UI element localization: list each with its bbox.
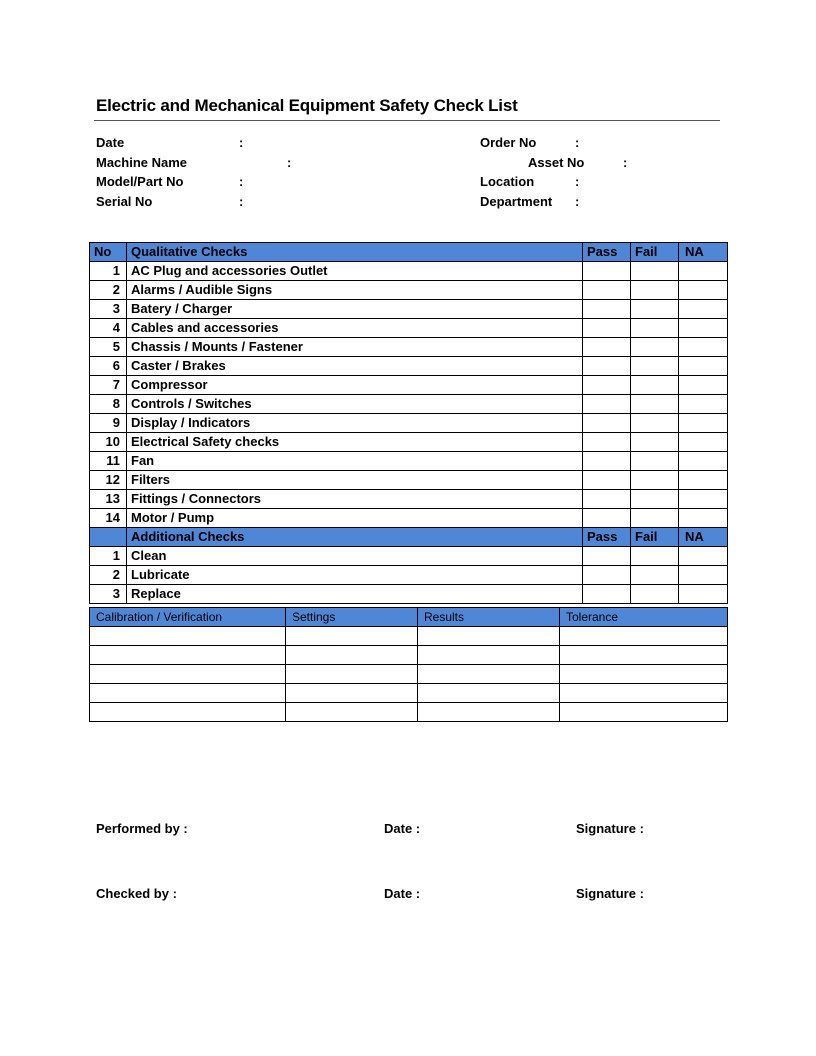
- row-number: 6: [90, 357, 127, 376]
- pass-cell[interactable]: [583, 376, 631, 395]
- header-settings: Settings: [286, 608, 418, 627]
- table-row: [90, 547, 728, 566]
- row-number: 14: [90, 509, 127, 528]
- na-cell[interactable]: [679, 509, 728, 528]
- table-row: [90, 338, 728, 357]
- order-no-label: Order No: [480, 135, 537, 150]
- table-row: [90, 433, 728, 452]
- fail-cell[interactable]: [631, 547, 679, 566]
- na-cell[interactable]: [679, 414, 728, 433]
- check-label: Cables and accessories: [127, 319, 583, 338]
- row-number: 7: [90, 376, 127, 395]
- pass-cell[interactable]: [583, 585, 631, 604]
- serial-no-label: Serial No: [96, 194, 153, 209]
- header-no: No: [90, 243, 127, 262]
- check-label: AC Plug and accessories Outlet: [127, 262, 583, 281]
- header-pass: Pass: [583, 528, 631, 547]
- settings-cell[interactable]: [286, 703, 418, 722]
- check-label: Fittings / Connectors: [127, 490, 583, 509]
- row-number: 2: [90, 566, 127, 585]
- calibration-cell[interactable]: [90, 627, 286, 646]
- row-number: 3: [90, 300, 127, 319]
- check-label: Filters: [127, 471, 583, 490]
- pass-cell[interactable]: [583, 395, 631, 414]
- row-number: 1: [90, 547, 127, 566]
- check-label: Motor / Pump: [127, 509, 583, 528]
- checked-signature-label: Signature :: [576, 886, 644, 901]
- fail-cell[interactable]: [631, 471, 679, 490]
- checked-date-label: Date :: [384, 886, 421, 901]
- table-row: [90, 452, 728, 471]
- row-number: 4: [90, 319, 127, 338]
- pass-cell[interactable]: [583, 547, 631, 566]
- na-cell[interactable]: [679, 376, 728, 395]
- table-row: [90, 509, 728, 528]
- table-row: [90, 665, 728, 684]
- fail-cell[interactable]: [631, 414, 679, 433]
- row-number: 2: [90, 281, 127, 300]
- table-row: [90, 684, 728, 703]
- machine-name-colon: :: [287, 155, 292, 170]
- table-row: [90, 703, 728, 722]
- pass-cell[interactable]: [583, 262, 631, 281]
- tolerance-cell[interactable]: [560, 684, 728, 703]
- qualitative-checks-table: [89, 242, 728, 604]
- header-fail: Fail: [631, 243, 679, 262]
- na-cell[interactable]: [679, 338, 728, 357]
- check-label: Electrical Safety checks: [127, 433, 583, 452]
- header-na: NA: [679, 243, 728, 262]
- results-cell[interactable]: [418, 684, 560, 703]
- fail-cell[interactable]: [631, 585, 679, 604]
- header-results: Results: [418, 608, 560, 627]
- location-colon: :: [575, 174, 580, 189]
- row-number: 11: [90, 452, 127, 471]
- tolerance-cell[interactable]: [560, 646, 728, 665]
- fail-cell[interactable]: [631, 433, 679, 452]
- date-colon: :: [239, 135, 244, 150]
- na-cell[interactable]: [679, 300, 728, 319]
- performed-by-label: Performed by :: [96, 821, 188, 836]
- check-label: Controls / Switches: [127, 395, 583, 414]
- na-cell[interactable]: [679, 566, 728, 585]
- row-number: 3: [90, 585, 127, 604]
- fail-cell[interactable]: [631, 509, 679, 528]
- department-colon: :: [575, 194, 580, 209]
- table-row: [90, 262, 728, 281]
- check-label: Caster / Brakes: [127, 357, 583, 376]
- calibration-cell[interactable]: [90, 665, 286, 684]
- performed-signature-label: Signature :: [576, 821, 644, 836]
- tolerance-cell[interactable]: [560, 703, 728, 722]
- table-row: [90, 585, 728, 604]
- checked-by-label: Checked by :: [96, 886, 177, 901]
- tolerance-cell[interactable]: [560, 665, 728, 684]
- header-pass: Pass: [583, 243, 631, 262]
- fail-cell[interactable]: [631, 490, 679, 509]
- results-cell[interactable]: [418, 665, 560, 684]
- check-label: Batery / Charger: [127, 300, 583, 319]
- pass-cell[interactable]: [583, 281, 631, 300]
- location-label: Location: [480, 174, 535, 189]
- row-number: 1: [90, 262, 127, 281]
- calibration-cell[interactable]: [90, 684, 286, 703]
- table-row: [90, 490, 728, 509]
- model-part-no-colon: :: [239, 174, 244, 189]
- na-cell[interactable]: [679, 395, 728, 414]
- settings-cell[interactable]: [286, 684, 418, 703]
- settings-cell[interactable]: [286, 646, 418, 665]
- na-cell[interactable]: [679, 262, 728, 281]
- pass-cell[interactable]: [583, 452, 631, 471]
- row-number: 13: [90, 490, 127, 509]
- header-additional-checks: Additional Checks: [127, 528, 583, 547]
- results-cell[interactable]: [418, 703, 560, 722]
- check-label: Lubricate: [127, 566, 583, 585]
- table-row: [90, 357, 728, 376]
- na-cell[interactable]: [679, 281, 728, 300]
- pass-cell[interactable]: [583, 433, 631, 452]
- table-row: [90, 319, 728, 338]
- na-cell[interactable]: [679, 547, 728, 566]
- check-label: Clean: [127, 547, 583, 566]
- checks-header-row: [90, 243, 728, 262]
- fail-cell[interactable]: [631, 338, 679, 357]
- performed-date-label: Date :: [384, 821, 421, 836]
- header-na: NA: [679, 528, 728, 547]
- table-row: [90, 646, 728, 665]
- pass-cell[interactable]: [583, 319, 631, 338]
- check-label: Chassis / Mounts / Fastener: [127, 338, 583, 357]
- pass-cell[interactable]: [583, 566, 631, 585]
- model-part-no-label: Model/Part No: [96, 174, 184, 189]
- row-number: 10: [90, 433, 127, 452]
- pass-cell[interactable]: [583, 509, 631, 528]
- header-tolerance: Tolerance: [560, 608, 728, 627]
- pass-cell[interactable]: [583, 414, 631, 433]
- table-row: [90, 300, 728, 319]
- na-cell[interactable]: [679, 319, 728, 338]
- fail-cell[interactable]: [631, 376, 679, 395]
- fail-cell[interactable]: [631, 319, 679, 338]
- table-row: [90, 376, 728, 395]
- pass-cell[interactable]: [583, 471, 631, 490]
- header-qualitative-checks: Qualitative Checks: [127, 243, 583, 262]
- fail-cell[interactable]: [631, 357, 679, 376]
- header-no-blank: [90, 528, 127, 547]
- na-cell[interactable]: [679, 471, 728, 490]
- fail-cell[interactable]: [631, 452, 679, 471]
- pass-cell[interactable]: [583, 357, 631, 376]
- check-label: Display / Indicators: [127, 414, 583, 433]
- calibration-header-row: [90, 608, 728, 627]
- fail-cell[interactable]: [631, 566, 679, 585]
- settings-cell[interactable]: [286, 665, 418, 684]
- fail-cell[interactable]: [631, 262, 679, 281]
- table-row: [90, 414, 728, 433]
- settings-cell[interactable]: [286, 627, 418, 646]
- check-label: Alarms / Audible Signs: [127, 281, 583, 300]
- row-number: 8: [90, 395, 127, 414]
- table-row: [90, 395, 728, 414]
- calibration-table: [89, 607, 728, 722]
- page-title: Electric and Mechanical Equipment Safety Check List: [96, 96, 518, 115]
- order-no-colon: :: [575, 135, 580, 150]
- header-fail: Fail: [631, 528, 679, 547]
- fail-cell[interactable]: [631, 300, 679, 319]
- table-row: [90, 627, 728, 646]
- table-row: [90, 281, 728, 300]
- pass-cell[interactable]: [583, 490, 631, 509]
- row-number: 5: [90, 338, 127, 357]
- asset-no-label: Asset No: [528, 155, 585, 170]
- pass-cell[interactable]: [583, 300, 631, 319]
- pass-cell[interactable]: [583, 338, 631, 357]
- na-cell[interactable]: [679, 357, 728, 376]
- asset-no-colon: :: [623, 155, 628, 170]
- additional-checks-header-row: [90, 528, 728, 547]
- fail-cell[interactable]: [631, 395, 679, 414]
- na-cell[interactable]: [679, 490, 728, 509]
- check-label: Compressor: [127, 376, 583, 395]
- results-cell[interactable]: [418, 627, 560, 646]
- na-cell[interactable]: [679, 585, 728, 604]
- row-number: 12: [90, 471, 127, 490]
- results-cell[interactable]: [418, 646, 560, 665]
- table-row: [90, 471, 728, 490]
- check-label: Fan: [127, 452, 583, 471]
- tolerance-cell[interactable]: [560, 627, 728, 646]
- header-calibration-verification: Calibration / Verification: [90, 608, 286, 627]
- fail-cell[interactable]: [631, 281, 679, 300]
- machine-name-label: Machine Name: [96, 155, 188, 170]
- title-divider: [94, 120, 720, 121]
- serial-no-colon: :: [239, 194, 244, 209]
- calibration-cell[interactable]: [90, 646, 286, 665]
- table-row: [90, 566, 728, 585]
- date-label: Date: [96, 135, 125, 150]
- row-number: 9: [90, 414, 127, 433]
- na-cell[interactable]: [679, 433, 728, 452]
- check-label: Replace: [127, 585, 583, 604]
- na-cell[interactable]: [679, 452, 728, 471]
- calibration-cell[interactable]: [90, 703, 286, 722]
- department-label: Department: [480, 194, 553, 209]
